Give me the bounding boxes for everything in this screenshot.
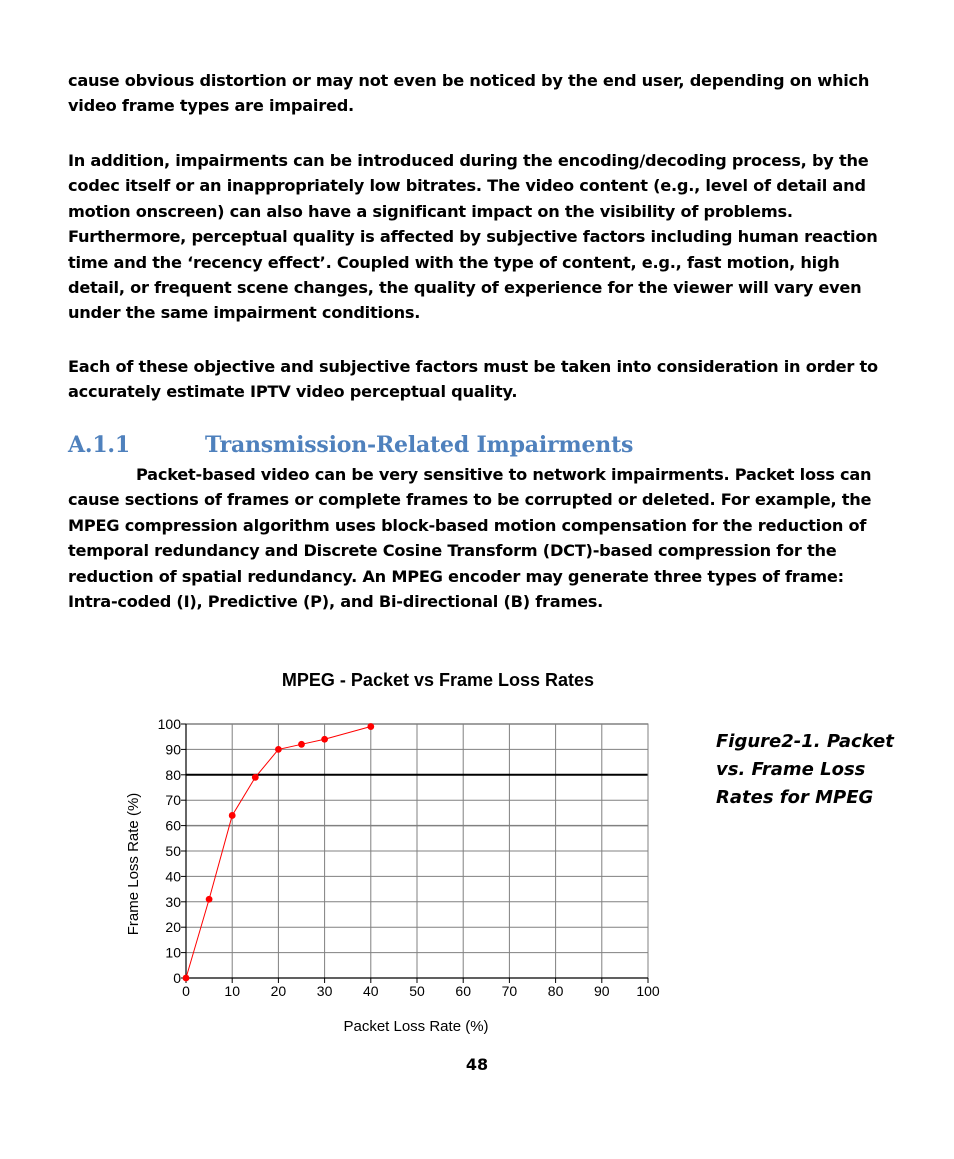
x-tick-label: 70 [501, 983, 518, 999]
x-tick-label: 40 [363, 983, 379, 999]
data-point [183, 975, 190, 982]
chart-ticks [158, 716, 660, 999]
x-tick-label: 100 [636, 983, 660, 999]
chart-title: MPEG - Packet vs Frame Loss Rates [281, 670, 595, 690]
figure-caption: Figure2-1. Packet vs. Frame Loss Rates for MPEG [716, 731, 894, 808]
body-paragraph-3: Each of these objective and subjective factors must be taken into consideration in order to accurately estimate IPTV video perceptual quality. [68, 357, 878, 402]
y-tick-label: 70 [165, 792, 181, 809]
section-number: A.1.1 [68, 432, 131, 458]
section-heading [68, 432, 633, 458]
body-paragraph-4: Packet-based video can be very sensitive to network impairments. Packet loss can cause sections of frames or complete frames to be corrupted or deleted. For example, the MPEG compression algorithm uses block-based motion compensation for the reduction of temporal redundancy and Discrete Cosine Transform (DCT)-based compression for the reduction of spatial redundancy. An MPEG encoder may generate three types of frame: Intra-coded (I), Predictive (P), and Bi-directional (B) frames. [68, 465, 872, 612]
x-tick-label: 10 [224, 983, 240, 999]
y-tick-label: 90 [165, 741, 181, 758]
y-tick-label: 50 [165, 843, 181, 859]
x-tick-label: 90 [594, 983, 610, 999]
y-tick-label: 60 [165, 817, 181, 834]
body-paragraph-2: In addition, impairments can be introduced during the encoding/decoding process, by the codec itself or an inappropriately low bitrates. The video content (e.g., level of detail and motion onscreen) can also have a significant impact on the visibility of problems. Furthermore, perceptual quality is affected by subjective factors including human reaction time and the ‘recency effect’. Coupled with the type of content, e.g., fast motion, high detail, or frequent scene changes, the quality of experience for the viewer will vary even under the same impairment conditions. [68, 151, 878, 323]
data-point [321, 736, 328, 743]
y-tick-label: 20 [165, 919, 181, 936]
data-point [229, 812, 236, 819]
data-point [206, 896, 213, 903]
body-paragraph-1: cause obvious distortion or may not even be noticed by the end user, depending on which video frame types are impaired. [68, 71, 870, 116]
data-point [367, 723, 374, 730]
chart-grid [186, 724, 648, 978]
y-tick-label: 80 [165, 766, 181, 783]
data-point [298, 741, 305, 748]
y-tick-label: 0 [173, 970, 181, 986]
section-title: Transmission-Related Impairments [205, 432, 634, 458]
x-tick-label: 20 [270, 983, 287, 999]
x-tick-label: 50 [409, 983, 425, 999]
y-tick-label: 40 [165, 868, 181, 885]
x-axis-label: Packet Loss Rate (%) [343, 1018, 489, 1035]
x-tick-label: 30 [316, 983, 333, 999]
y-tick-label: 30 [165, 893, 181, 910]
y-tick-label: 10 [165, 944, 181, 961]
packet-vs-frame-loss-chart [118, 660, 678, 1045]
data-point [275, 746, 282, 753]
data-point [252, 774, 259, 781]
x-tick-label: 80 [547, 983, 564, 999]
x-tick-label: 60 [455, 983, 471, 999]
x-tick-label: 0 [182, 983, 190, 999]
y-axis-label: Frame Loss Rate (%) [125, 792, 142, 936]
page-number: 48 [465, 1055, 489, 1074]
y-tick-label: 100 [157, 716, 181, 732]
